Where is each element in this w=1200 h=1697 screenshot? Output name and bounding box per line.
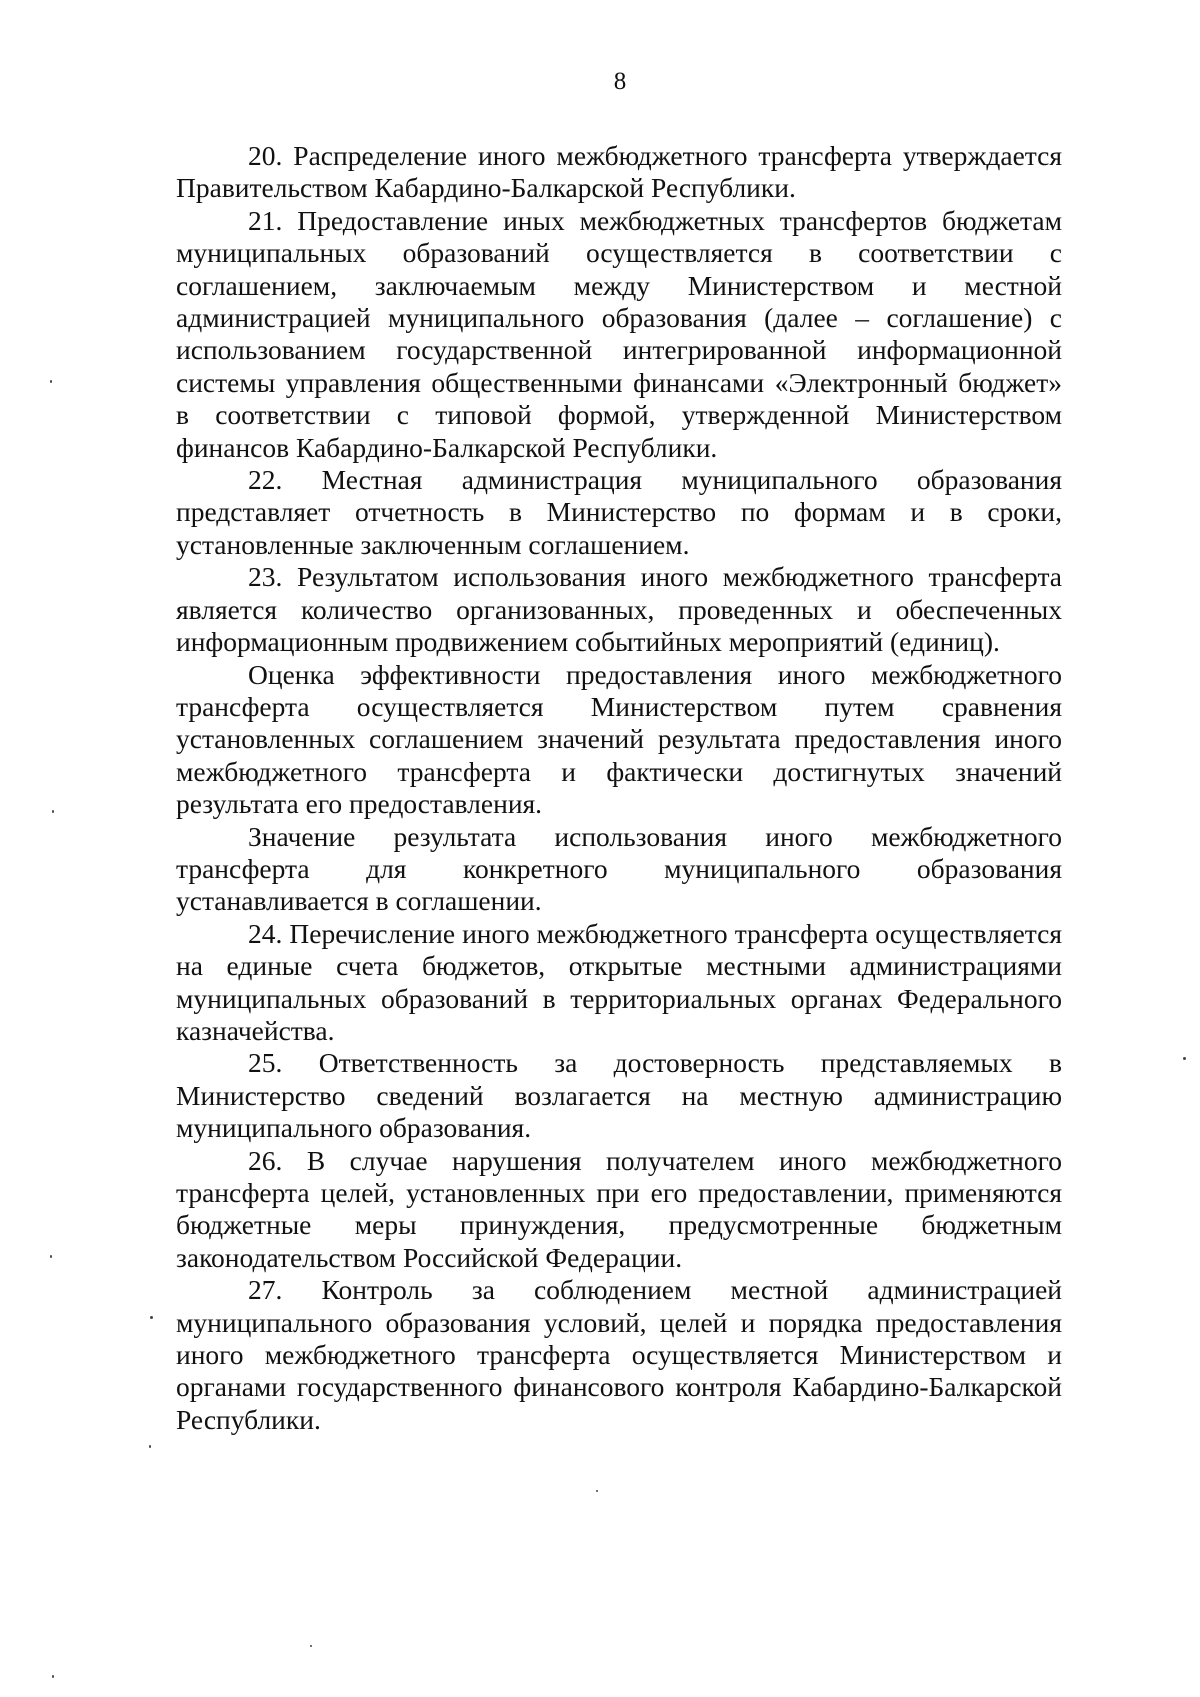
paragraph-22: 22. Местная администрация муниципального образования представляет отчетность в Министерство по формам и в сроки, установленные заключенным соглашением. bbox=[176, 464, 1062, 560]
paragraph-23-value: Значение результата использования иного межбюджетного трансферта для конкретного муниципального образования устанавливается в соглашении. bbox=[176, 820, 1062, 917]
paragraph-23: 23. Результатом использования иного межбюджетного трансферта является количество организованных, проведенных и обеспеченных информационным продвижением событийных мероприятий (единиц). bbox=[176, 561, 1062, 658]
scan-speck bbox=[150, 1316, 153, 1319]
paragraph-26: 26. В случае нарушения получателем иного межбюджетного трансферта целей, установленных при его предоставлении, применяются бюджетные меры принуждения, предусмотренные бюджетным законодательством Российской Федерации. bbox=[176, 1144, 1062, 1273]
paragraph-20: 20. Распределение иного межбюджетного трансферта утверждается Правительством Кабардино-Балкарской Республики. bbox=[176, 140, 1062, 204]
paragraph-21: 21. Предоставление иных межбюджетных трансфертов бюджетам муниципальных образований осуществляется в соответствии с соглашением, заключаемым между Министерством и местной администрацией муниципального образования (далее – соглашение) с использованием государственной интегрированной информационной системы управления общественными финансами «Электронный бюджет» в соответствии с типовой формой, утвержденной Министерством финансов Кабардино-Балкарской Республики. bbox=[176, 204, 1062, 463]
scan-speck bbox=[149, 1445, 151, 1448]
scan-speck bbox=[50, 380, 52, 383]
scan-speck bbox=[52, 810, 54, 813]
scan-speck bbox=[596, 1490, 598, 1492]
paragraph-24: 24. Перечисление иного межбюджетного трансферта осуществляется на единые счета бюджетов, открытые местными администрациями муниципальных образований в территориальных органах Федерального казначейства. bbox=[176, 917, 1062, 1046]
paragraph-27: 27. Контроль за соблюдением местной администрацией муниципального образования условий, целей и порядка предоставления иного межбюджетного трансферта осуществляется Министерством и органами государственного финансового контроля Кабардино-Балкарской Республики. bbox=[176, 1274, 1062, 1435]
scan-speck bbox=[1183, 1057, 1186, 1060]
document-body bbox=[176, 140, 1062, 1436]
scan-speck bbox=[52, 1675, 54, 1678]
scan-speck bbox=[310, 1645, 312, 1647]
page-number: 8 bbox=[613, 68, 627, 95]
paragraph-23-efficiency: Оценка эффективности предоставления иного межбюджетного трансферта осуществляется Министерством путем сравнения установленных соглашением значений результата предоставления иного межбюджетного трансферта и фактически достигнутых значений результата его предоставления. bbox=[176, 658, 1062, 820]
scan-speck bbox=[50, 1255, 52, 1258]
paragraph-25: 25. Ответственность за достоверность представляемых в Министерство сведений возлагается на местную администрацию муниципального образования. bbox=[176, 1047, 1062, 1144]
